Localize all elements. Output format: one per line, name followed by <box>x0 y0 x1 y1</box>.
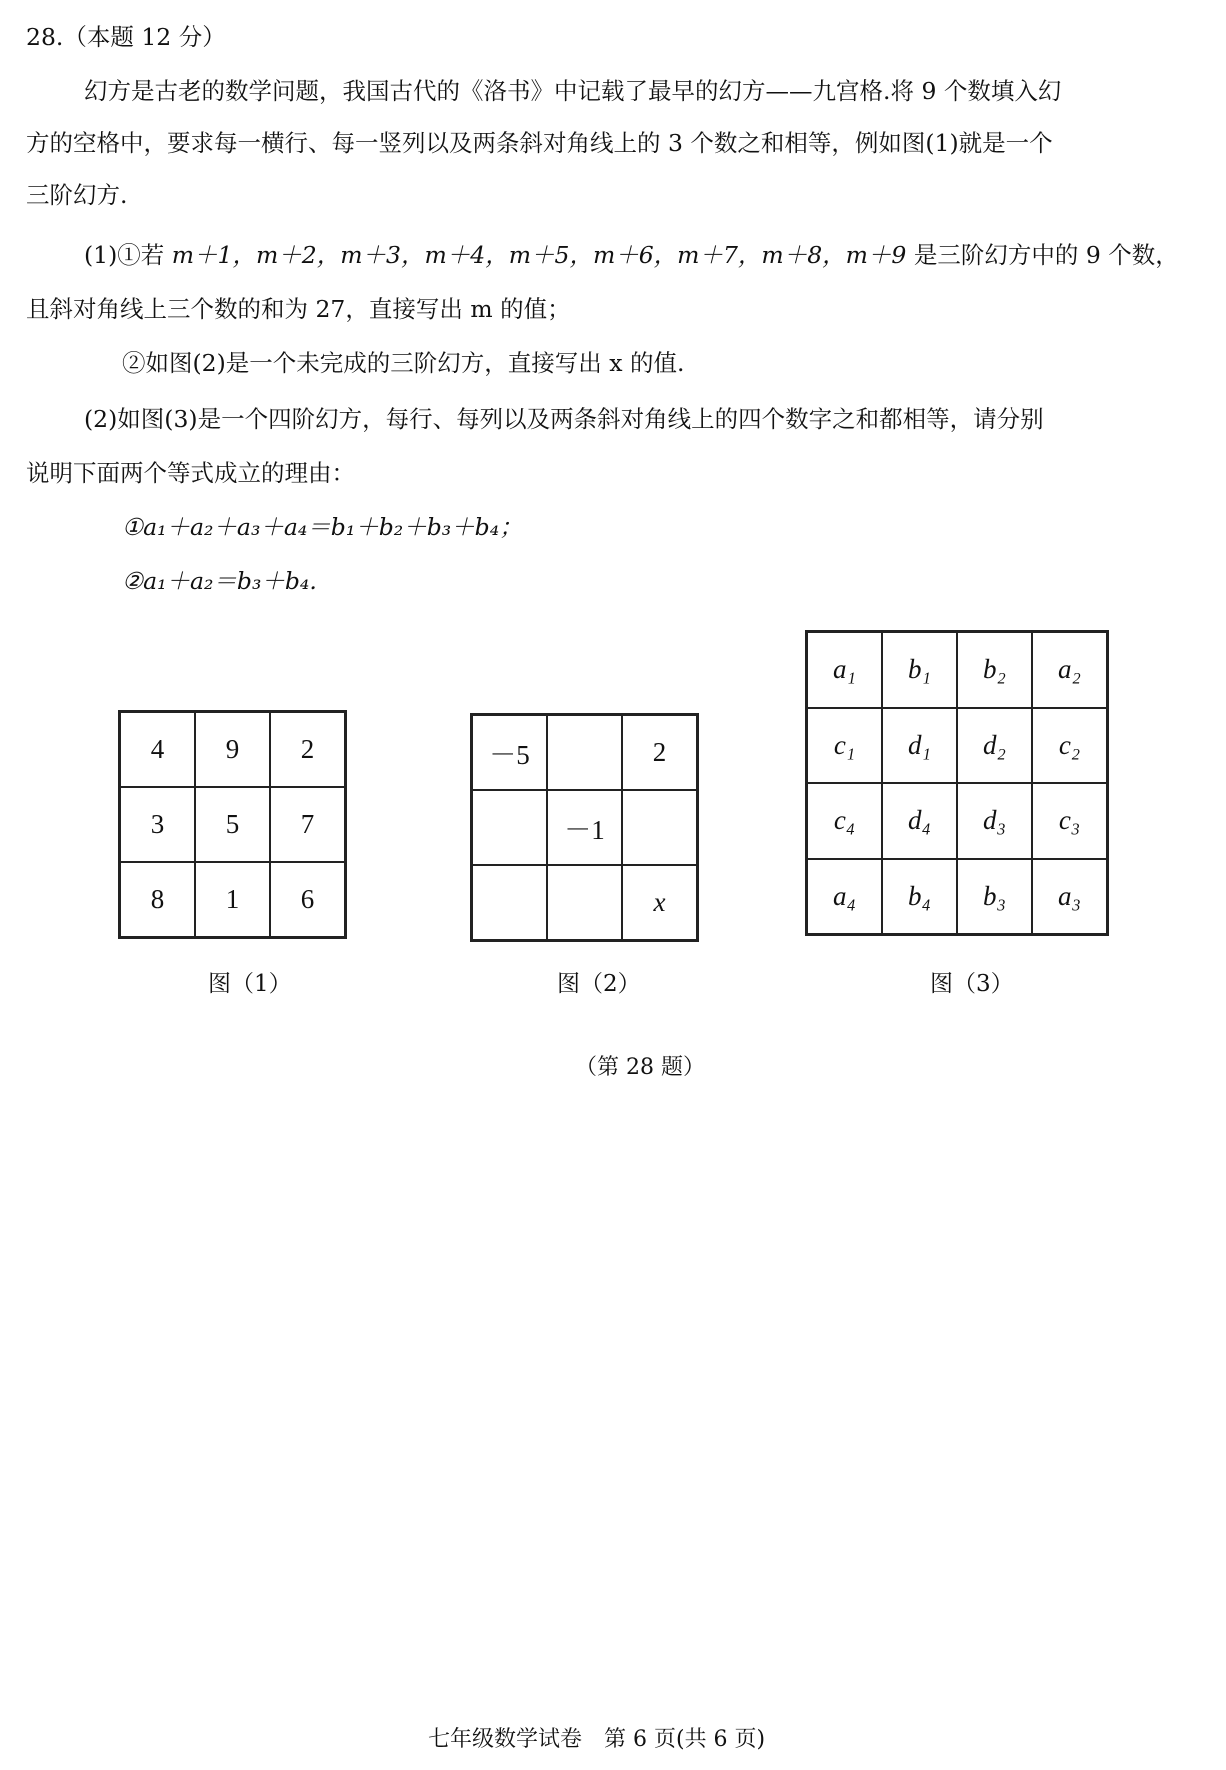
fig3-cell: a₃ <box>1032 859 1107 935</box>
fig1-cell: 2 <box>270 712 345 787</box>
problem-figure-caption: （第 28 题） <box>575 1055 705 1080</box>
question-1-suffix: 是三阶幻方中的 9 个数， <box>906 241 1179 269</box>
fig2-cell <box>472 790 547 865</box>
fig2-cell: 2 <box>622 715 697 790</box>
figure-3-caption: 图（3） <box>930 971 1014 997</box>
question-2-line-1: (2)如图(3)是一个四阶幻方，每行、每列以及两条斜对角线上的四个数字之和都相等，请分别 <box>84 405 1044 433</box>
equation-1: ①a₁＋a₂＋a₃＋a₄＝b₁＋b₂＋b₃＋b₄； <box>122 513 523 541</box>
fig3-cell: c₄ <box>807 783 882 859</box>
question-1-terms: m＋1，m＋2，m＋3，m＋4，m＋5，m＋6，m＋7，m＋8，m＋9 <box>171 241 907 269</box>
question-1-line-1 <box>84 241 1179 269</box>
magic-square-figure-3 <box>805 630 1109 936</box>
fig1-cell: 4 <box>120 712 195 787</box>
fig1-cell: 6 <box>270 862 345 937</box>
fig3-cell: c₁ <box>807 708 882 784</box>
fig1-cell: 5 <box>195 787 270 862</box>
fig3-cell: a₁ <box>807 632 882 708</box>
fig3-cell: b₃ <box>957 859 1032 935</box>
fig2-cell <box>472 865 547 940</box>
fig2-cell <box>547 715 622 790</box>
fig3-cell: c₂ <box>1032 708 1107 784</box>
fig3-cell: d₄ <box>882 783 957 859</box>
fig1-cell: 9 <box>195 712 270 787</box>
fig1-cell: 1 <box>195 862 270 937</box>
fig2-cell <box>547 865 622 940</box>
intro-line-1: 幻方是古老的数学问题，我国古代的《洛书》中记载了最早的幻方——九宫格.将 9 个数填入幻 <box>84 77 1062 105</box>
fig1-cell: 3 <box>120 787 195 862</box>
problem-header: 28.（本题 12 分） <box>26 23 226 51</box>
fig2-cell <box>622 790 697 865</box>
fig3-cell: b₁ <box>882 632 957 708</box>
fig3-cell: d₃ <box>957 783 1032 859</box>
page-footer: 七年级数学试卷 第 6 页(共 6 页) <box>428 1727 766 1752</box>
question-1-prefix: (1)①若 <box>84 241 172 269</box>
question-1-line-2: 且斜对角线上三个数的和为 27，直接写出 m 的值； <box>26 295 571 323</box>
fig2-cell: －5 <box>472 715 547 790</box>
intro-line-2: 方的空格中，要求每一横行、每一竖列以及两条斜对角线上的 3 个数之和相等，例如图(1)就是一个 <box>26 129 1053 157</box>
fig3-cell: b₄ <box>882 859 957 935</box>
magic-square-figure-1 <box>118 710 347 939</box>
equation-2: ②a₁＋a₂＝b₃＋b₄. <box>122 567 317 595</box>
fig3-cell: a₂ <box>1032 632 1107 708</box>
magic-square-figure-2 <box>470 713 699 942</box>
fig2-cell: x <box>622 865 697 940</box>
fig2-cell: －1 <box>547 790 622 865</box>
fig3-cell: c₃ <box>1032 783 1107 859</box>
fig3-cell: b₂ <box>957 632 1032 708</box>
question-2-line-2: 说明下面两个等式成立的理由： <box>26 459 355 487</box>
fig1-cell: 8 <box>120 862 195 937</box>
figure-1-caption: 图（1） <box>208 971 292 997</box>
fig1-cell: 7 <box>270 787 345 862</box>
fig3-cell: a₄ <box>807 859 882 935</box>
question-1-part-b: ②如图(2)是一个未完成的三阶幻方，直接写出 x 的值. <box>122 349 685 377</box>
fig3-cell: d₂ <box>957 708 1032 784</box>
intro-line-3: 三阶幻方. <box>26 181 128 209</box>
figure-2-caption: 图（2） <box>557 971 641 997</box>
fig3-cell: d₁ <box>882 708 957 784</box>
